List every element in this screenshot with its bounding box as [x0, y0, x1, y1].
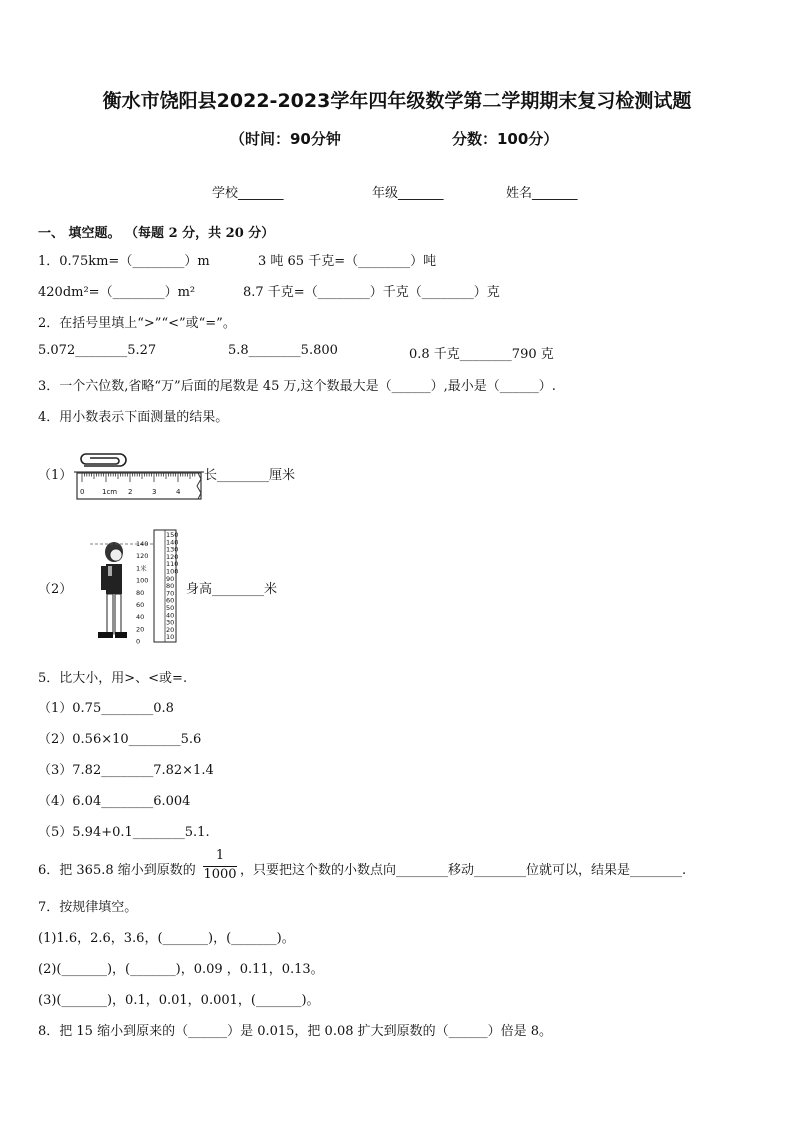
q5-item-5: （5）5.94+0.1________5.1.	[38, 825, 210, 840]
height-right-label: 140	[166, 538, 179, 547]
height-right-label: 30	[166, 618, 175, 627]
height-right-label: 50	[166, 604, 175, 612]
q6-pre: 6．把 365.8 缩小到原数的	[38, 863, 196, 878]
ruler-tick-label: 2	[128, 488, 133, 496]
boy-figure-icon	[98, 542, 127, 638]
section-heading: 一、 填空题。 （每题 2 分，共 20 分）	[38, 226, 275, 241]
height-right-label: 60	[166, 596, 175, 605]
q8: 8．把 15 缩小到原来的（______）是 0.015，把 0.08 扩大到原数的（______）倍是 8。	[38, 1024, 553, 1039]
page-title: 衡水市饶阳县2022-2023学年四年级数学第二学期期末复习检测试题	[102, 90, 692, 112]
q5-item-4: （4）6.04________6.004	[38, 794, 191, 809]
height-left-label: 0	[136, 637, 141, 646]
height-right-label: 90	[166, 574, 175, 583]
q1-b: 3 吨 65 千克=（________）吨	[258, 254, 437, 269]
height-right-label: 40	[166, 611, 175, 620]
height-right-label: 150	[166, 531, 179, 539]
height-left-label: 1米	[136, 564, 147, 573]
q5-item-1: （1）0.75________0.8	[38, 701, 174, 716]
score-label: 分数：100分）	[452, 130, 559, 148]
height-left-label: 20	[136, 625, 145, 634]
ruler-tick-label: 0	[80, 488, 85, 496]
height-left-label: 40	[136, 613, 145, 622]
time-label: （时间：90分钟	[230, 130, 341, 148]
height-left-label: 120	[136, 552, 149, 561]
q4-part2-answer: 身高________米	[186, 582, 278, 597]
ruler-tick-label: 4	[176, 488, 181, 496]
q2-b: 5.8________5.800	[228, 343, 338, 358]
height-left-label: 140	[136, 540, 149, 548]
ruler-paperclip-figure	[74, 446, 204, 504]
fraction-denominator: 1000	[203, 867, 237, 882]
q5-item-3: （3）7.82________7.82×1.4	[38, 763, 214, 778]
q7-item-3: (3)(_______)，0.1，0.01，0.001，(_______)。	[38, 993, 320, 1008]
height-right-label: 110	[166, 560, 179, 569]
q2-a: 5.072________5.27	[38, 343, 157, 358]
q2-stem: 2．在括号里填上“>”“<”或“=”。	[38, 316, 236, 331]
q2-c: 0.8 千克________790 克	[409, 347, 554, 362]
height-right-label: 20	[166, 625, 175, 634]
height-measure-figure	[80, 526, 180, 646]
grade-field: 年级_______	[372, 186, 444, 201]
q1-c: 420dm²=（________）m²	[38, 285, 196, 300]
fraction-numerator: 1	[215, 848, 225, 863]
paperclip-icon	[81, 454, 126, 466]
q4-part1-label: （1）	[38, 468, 73, 483]
name-field: 姓名_______	[506, 186, 578, 201]
height-right-label: 70	[166, 589, 175, 598]
q7-stem: 7．按规律填空。	[38, 900, 138, 915]
height-left-label: 100	[136, 576, 149, 585]
height-right-label: 130	[166, 545, 179, 554]
q4-stem: 4．用小数表示下面测量的结果。	[38, 410, 229, 425]
height-right-label: 100	[166, 567, 179, 576]
height-right-label: 80	[166, 582, 175, 591]
height-right-label: 120	[166, 552, 179, 561]
q4-part2-label: （2）	[38, 582, 73, 597]
ruler-tick-label: 3	[152, 488, 157, 496]
q4-part1-answer: 长________厘米	[204, 468, 296, 483]
q5-item-2: （2）0.56×10________5.6	[38, 732, 202, 747]
height-right-label: 10	[166, 633, 175, 642]
school-field: 学校_______	[212, 186, 284, 201]
q1-d: 8.7 千克=（________）千克（________）克	[243, 285, 500, 300]
ruler-tick-label: 1cm	[102, 488, 118, 496]
q7-item-2: (2)(_______)，(_______)，0.09 ，0.11，0.13。	[38, 962, 324, 977]
q5-stem: 5．比大小，用>、<或=.	[38, 671, 188, 686]
height-left-label: 60	[136, 601, 145, 609]
q3: 3．一个六位数,省略“万”后面的尾数是 45 万,这个数最大是（______）,最小是（______）.	[38, 379, 556, 394]
q7-item-1: (1)1.6，2.6，3.6，(_______)，(_______)。	[38, 931, 295, 946]
height-left-label: 80	[136, 588, 145, 597]
q6-post: ，只要把这个数的小数点向________移动________位就可以，结果是________.	[240, 863, 687, 878]
q1-a: 1．0.75km=（________）m	[38, 254, 210, 269]
